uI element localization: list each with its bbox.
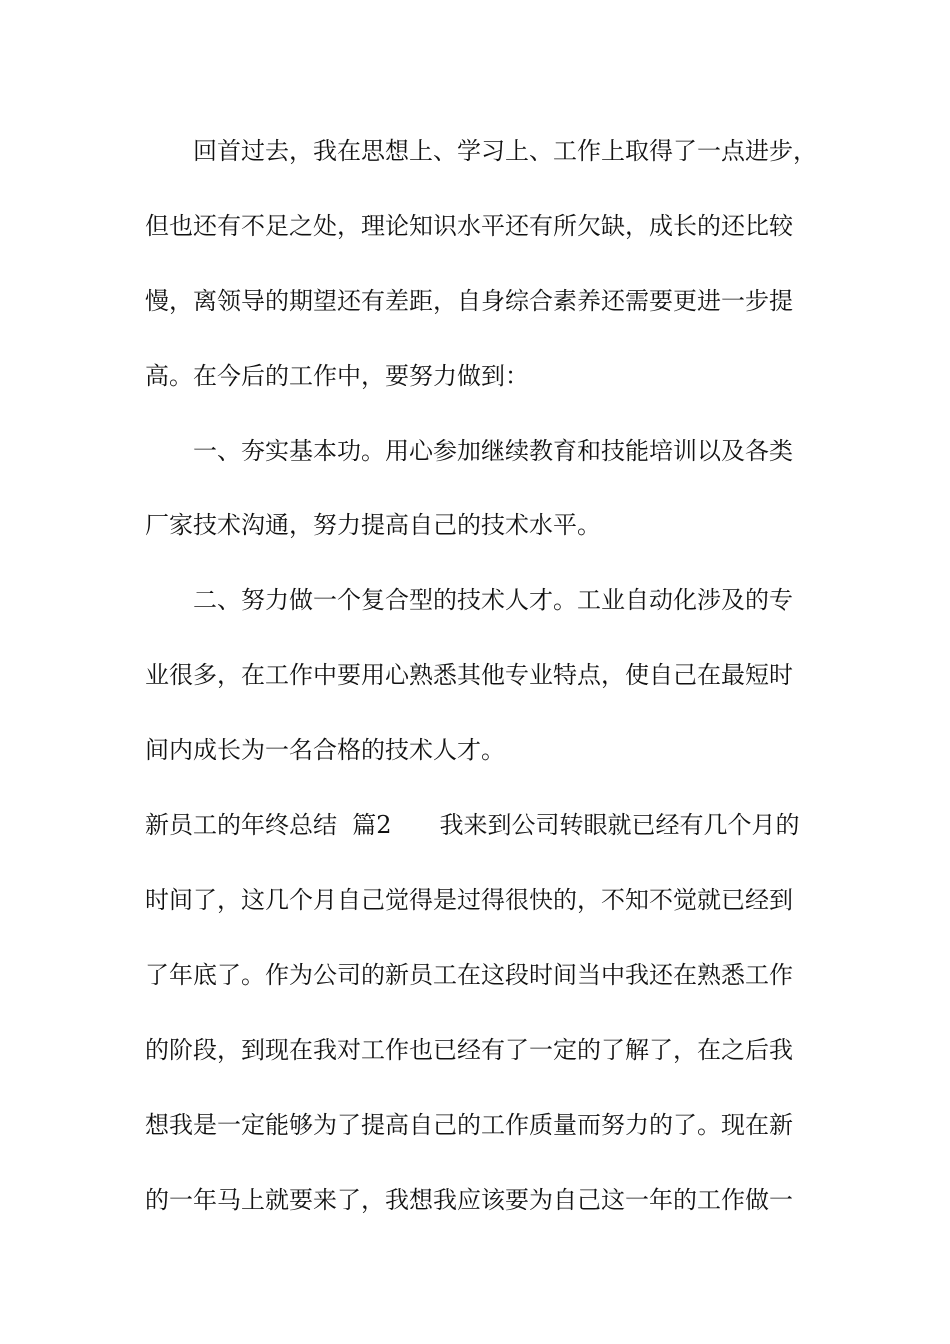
text-line: 但也还有不足之处，理论知识水平还有所欠缺，成长的还比较 [145, 212, 793, 240]
text-line: 业很多，在工作中要用心熟悉其他专业特点，使自己在最短时 [145, 661, 793, 689]
text-line: 的阶段，到现在我对工作也已经有了一定的了解了，在之后我 [145, 1036, 793, 1064]
text-line: 时间了，这几个月自己觉得是过得很快的，不知不觉就已经到 [145, 886, 793, 914]
text-line: 的一年马上就要来了，我想我应该要为自己这一年的工作做一 [145, 1186, 793, 1214]
text-line: 慢，离领导的期望还有差距，自身综合素养还需要更进一步提 [145, 287, 793, 315]
text-line: 回首过去，我在思想上、学习上、工作上取得了一点进步， [145, 137, 817, 165]
text-line: 了年底了。作为公司的新员工在这段时间当中我还在熟悉工作 [145, 961, 793, 989]
text-line: 高。在今后的工作中，要努力做到： [145, 362, 529, 390]
text-line: 一、夯实基本功。用心参加继续教育和技能培训以及各类 [145, 437, 793, 465]
text-line: 二、努力做一个复合型的技术人才。工业自动化涉及的专 [145, 586, 793, 614]
section-heading-line: 新员工的年终总结 篇2 我来到公司转眼就已经有几个月的 [145, 811, 800, 839]
text-line: 想我是一定能够为了提高自己的工作质量而努力的了。现在新 [145, 1111, 793, 1139]
text-line: 厂家技术沟通，努力提高自己的技术水平。 [145, 511, 601, 539]
text-line: 间内成长为一名合格的技术人才。 [145, 736, 505, 764]
